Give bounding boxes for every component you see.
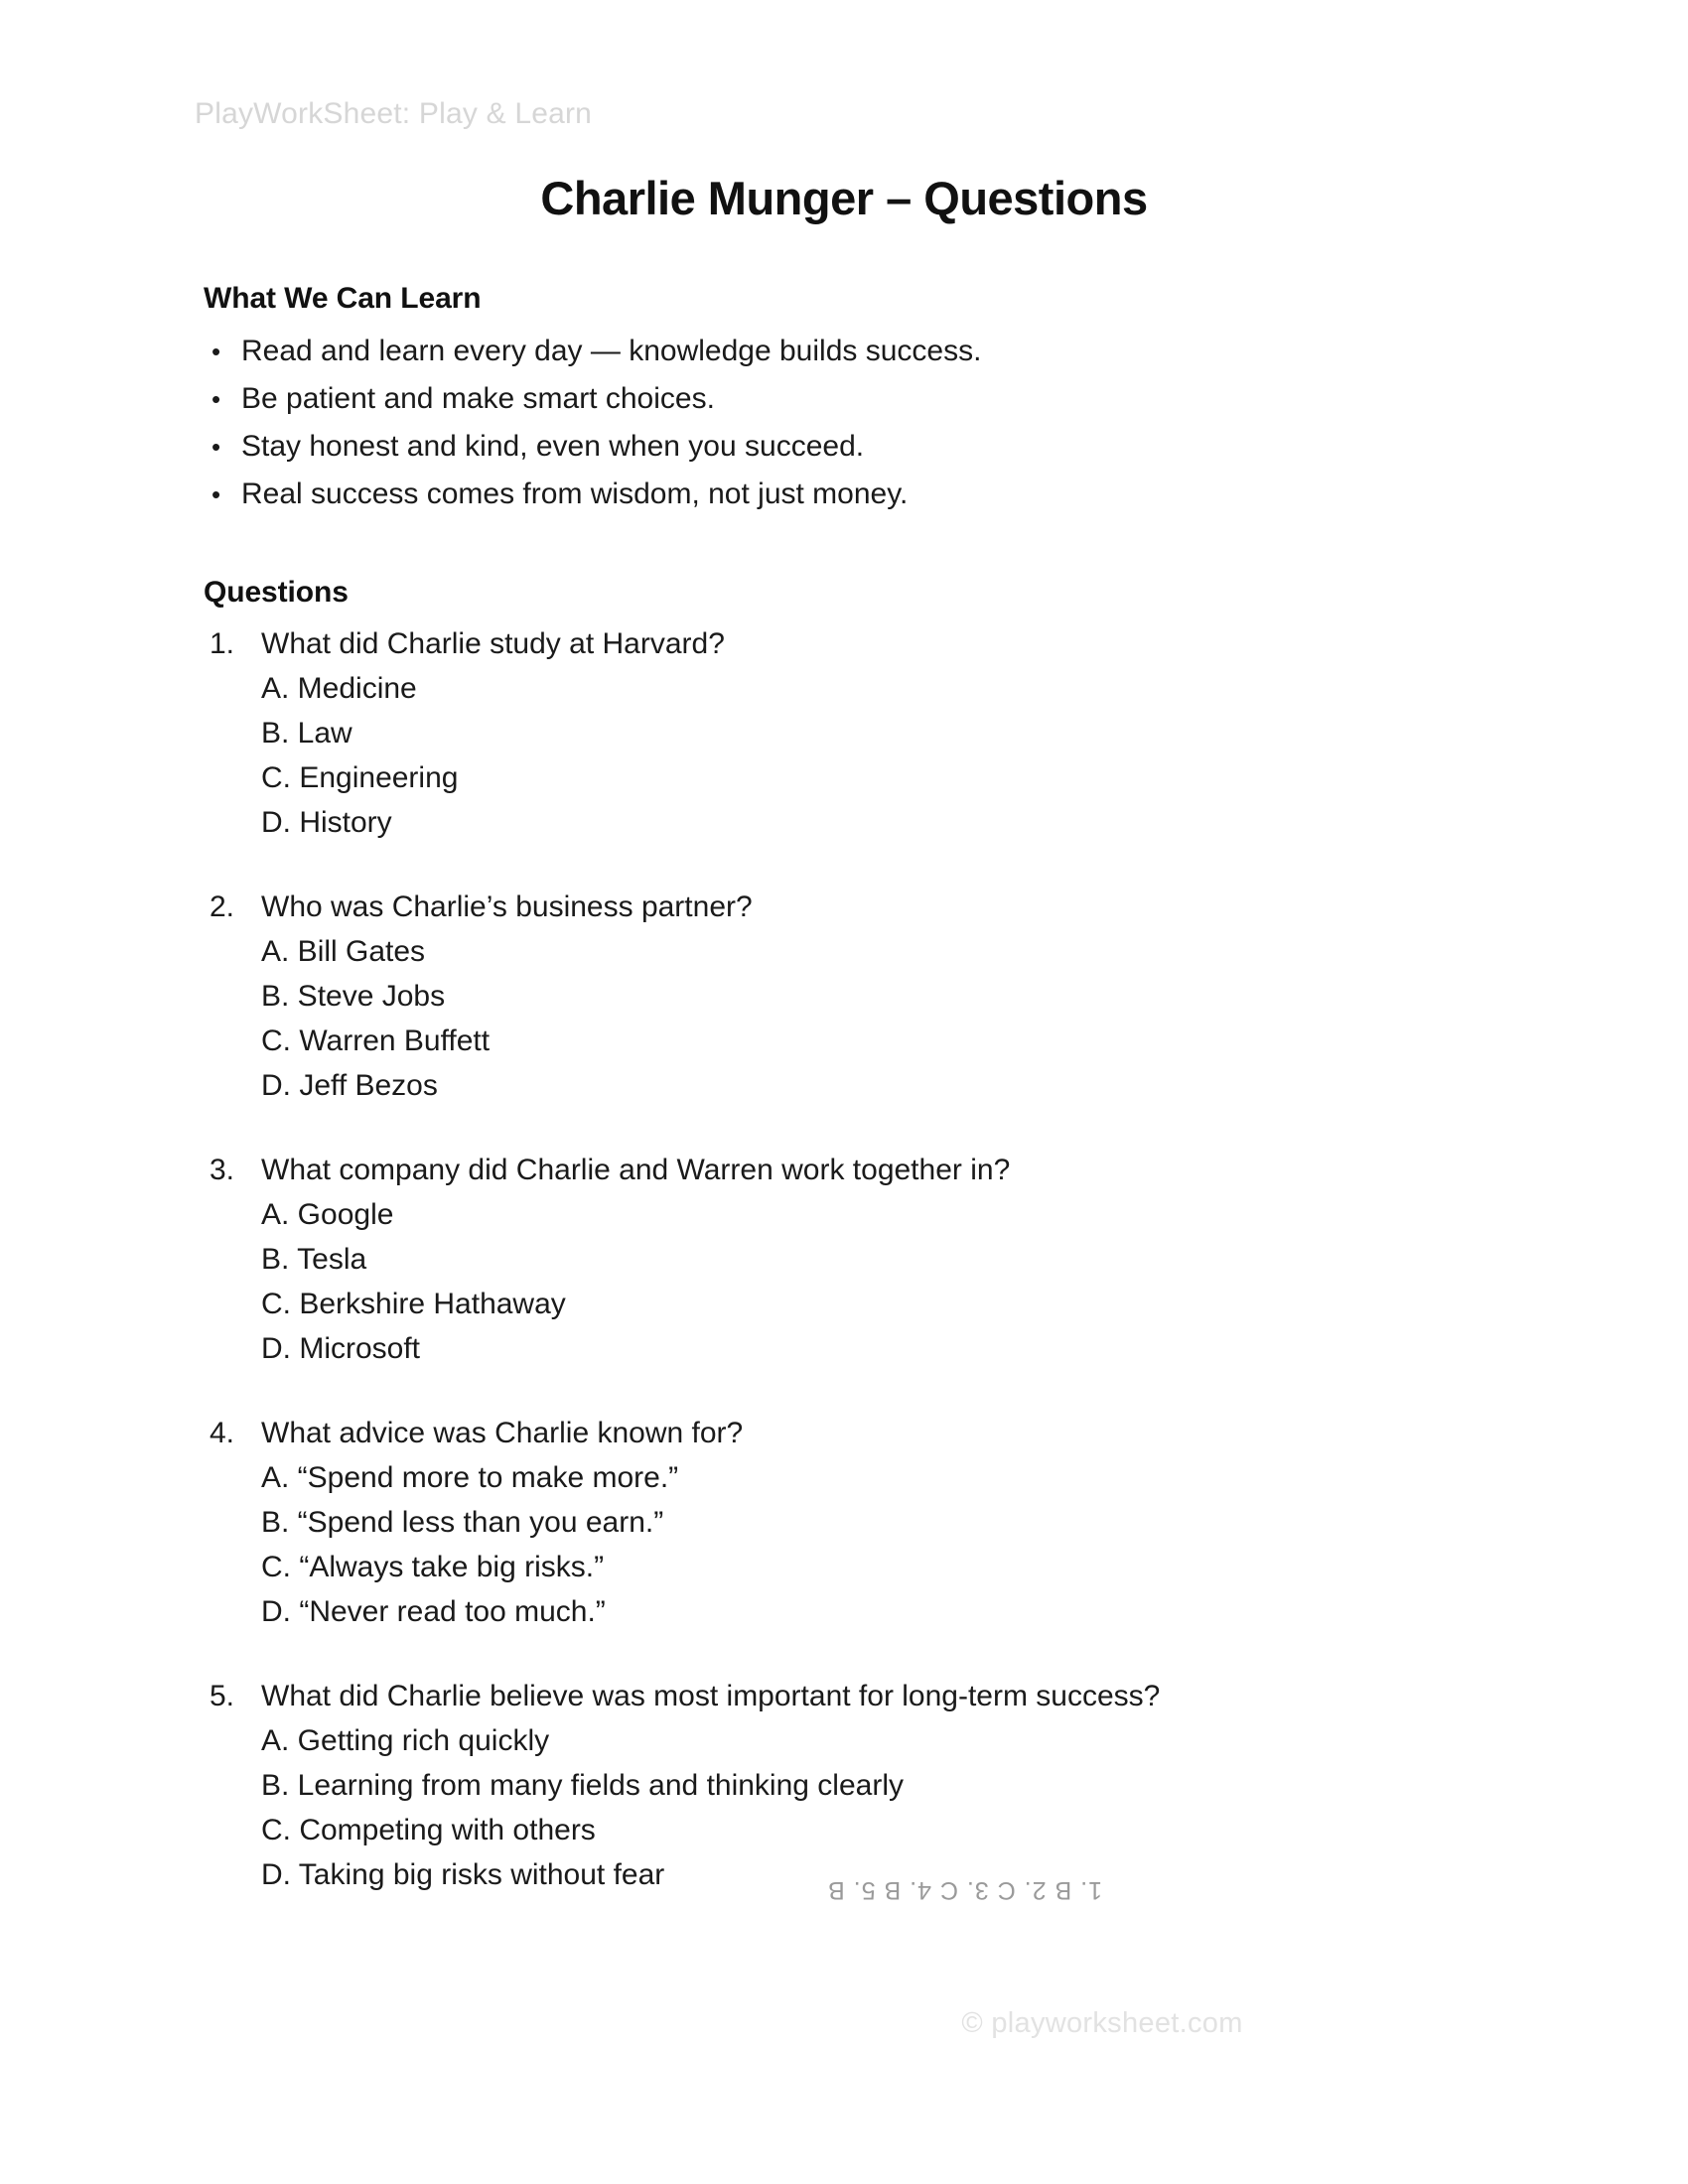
learn-heading: What We Can Learn [204, 282, 482, 315]
question-item [204, 1148, 1494, 1371]
what-we-can-learn-section [204, 282, 1494, 518]
question-text: What did Charlie study at Harvard? [261, 627, 725, 660]
question-item [204, 621, 1494, 845]
footer-copyright: © playworksheet.com [961, 2007, 1243, 2039]
list-item-text: Be patient and make smart choices. [241, 382, 715, 415]
question-option[interactable]: A. “Spend more to make more.” [261, 1461, 679, 1494]
question-option[interactable]: C. Engineering [261, 761, 459, 794]
question-option[interactable]: B. Tesla [261, 1243, 367, 1276]
question-option[interactable]: B. Steve Jobs [261, 980, 446, 1013]
footer [0, 2007, 1688, 2040]
list-item-text: Real success comes from wisdom, not just money. [241, 478, 909, 510]
question-option[interactable]: A. Getting rich quickly [261, 1724, 550, 1757]
list-item [204, 471, 1494, 518]
bullet-icon: • [211, 479, 221, 509]
question-number: 5. [210, 1680, 235, 1712]
question-number: 2. [210, 890, 235, 923]
question-option[interactable]: D. Taking big risks without fear [261, 1858, 665, 1891]
question-option[interactable]: C. Berkshire Hathaway [261, 1288, 566, 1320]
question-number: 3. [210, 1154, 235, 1186]
question-text-row [204, 1674, 1494, 1718]
question-option[interactable]: D. History [261, 806, 392, 839]
question-list [204, 621, 1494, 1897]
question-option[interactable]: A. Bill Gates [261, 935, 426, 968]
question-text: Who was Charlie’s business partner? [261, 890, 753, 923]
list-item [204, 375, 1494, 423]
questions-section [204, 576, 1494, 1897]
question-text-row [204, 1148, 1494, 1192]
question-number: 4. [210, 1417, 235, 1449]
question-text-row [204, 621, 1494, 666]
bullet-icon: • [211, 432, 221, 462]
question-text: What company did Charlie and Warren work together in? [261, 1154, 1011, 1186]
question-option[interactable]: D. Microsoft [261, 1332, 421, 1365]
bullet-icon: • [211, 384, 221, 414]
questions-heading: Questions [204, 576, 349, 609]
question-option[interactable]: B. Learning from many fields and thinking clearly [261, 1769, 904, 1802]
list-item [204, 328, 1494, 375]
question-item [204, 885, 1494, 1108]
question-option[interactable]: D. Jeff Bezos [261, 1069, 438, 1102]
question-option[interactable]: A. Medicine [261, 672, 417, 705]
question-option[interactable]: B. “Spend less than you earn.” [261, 1506, 664, 1539]
question-text-row [204, 885, 1494, 929]
question-item [204, 1674, 1494, 1897]
list-item-text: Read and learn every day — knowledge builds success. [241, 335, 982, 367]
question-number: 1. [210, 627, 235, 660]
question-item [204, 1411, 1494, 1634]
question-option[interactable]: D. “Never read too much.” [261, 1595, 606, 1628]
question-text: What advice was Charlie known for? [261, 1417, 744, 1449]
question-option[interactable]: C. Competing with others [261, 1814, 596, 1846]
learn-list [204, 328, 1494, 518]
page-title: Charlie Munger – Questions [540, 172, 1148, 224]
question-text: What did Charlie believe was most important for long-term success? [261, 1680, 1161, 1712]
brand-header: PlayWorkSheet: Play & Learn [195, 97, 593, 130]
question-option[interactable]: B. Law [261, 717, 352, 750]
worksheet-content [204, 282, 1494, 1897]
question-option[interactable]: A. Google [261, 1198, 394, 1231]
list-item-text: Stay honest and kind, even when you succeed. [241, 430, 865, 463]
answer-key: 1. B 2. C 3. C 4. B 5. B [827, 1876, 1102, 1904]
question-text-row [204, 1411, 1494, 1455]
list-item [204, 423, 1494, 471]
question-option[interactable]: C. Warren Buffett [261, 1024, 491, 1057]
question-option[interactable]: C. “Always take big risks.” [261, 1551, 605, 1583]
bullet-icon: • [211, 337, 221, 366]
